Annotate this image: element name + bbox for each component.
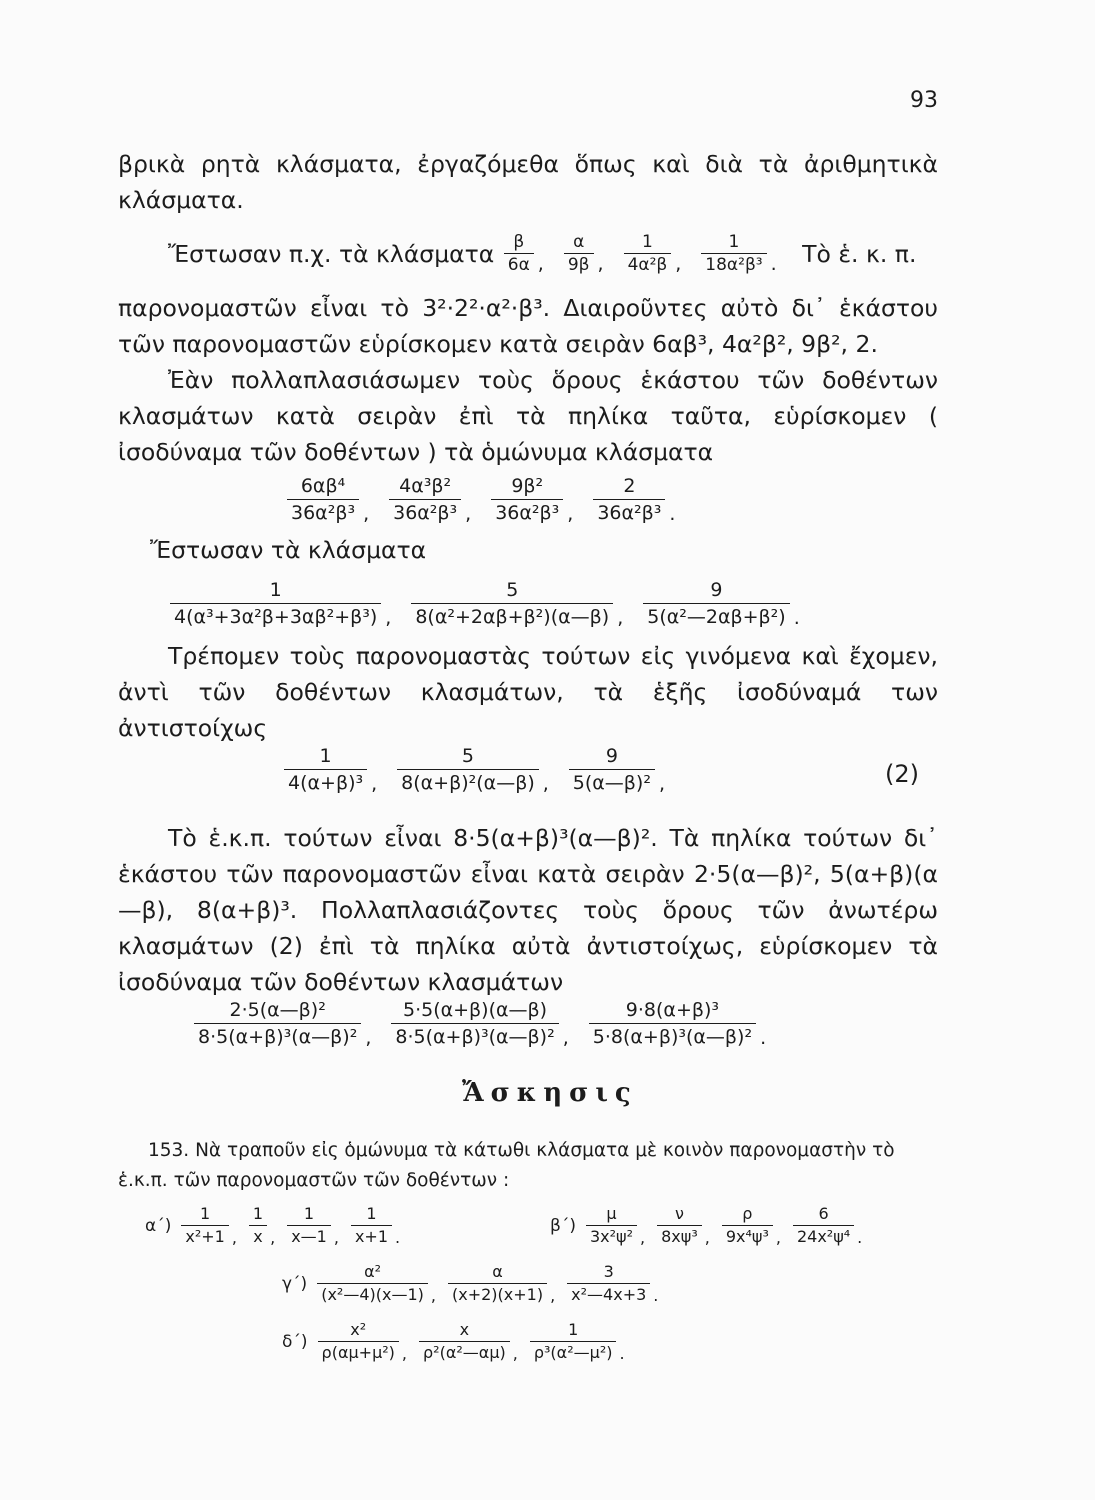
separator: , — [617, 607, 624, 629]
fraction — [249, 1204, 267, 1247]
fraction — [170, 578, 381, 629]
numerator: x — [459, 1320, 470, 1339]
numerator: x² — [350, 1320, 367, 1339]
fraction — [530, 1320, 617, 1363]
numerator: 1 — [252, 1204, 264, 1223]
example-2-fractions — [168, 578, 818, 629]
paragraph-lcm: παρονομαστῶν εἶναι τὸ 3²·2²·α²·β³. Διαιροῦντες αὐτὸ δι᾽ ἑκάστου τῶν παρονομαστῶν εὑρίσκομεν κατὰ σειρὰν 6αβ³, 4α²β², 9β², 2. — [118, 294, 938, 358]
numerator: 1 — [728, 232, 740, 252]
separator: , — [270, 1228, 276, 1247]
numerator: α — [573, 232, 585, 252]
separator: , — [640, 1228, 646, 1247]
fraction — [491, 474, 563, 525]
fraction — [389, 474, 461, 525]
denominator: 8xψ³ — [657, 1225, 702, 1247]
denominator: ρ³(α²—μ²) — [530, 1341, 617, 1363]
separator: , — [371, 773, 378, 795]
exercise-a — [145, 1204, 410, 1247]
paragraph-multiply: Ἐὰν πολλαπλασιάσωμεν τοὺς ὅρους ἑκάστου τῶν δοθέντων κλασμάτων κατὰ σειρὰν ἐπὶ τὰ πηλίκα ταῦτα, εὑρίσκομεν ( ἰσοδύναμα τῶν δοθέντων ) τὰ ὁμώνυμα κλάσματα — [118, 366, 938, 466]
separator: , — [542, 773, 549, 795]
denominator: x+1 — [351, 1225, 392, 1247]
separator: , — [562, 1027, 569, 1049]
separator: , — [704, 1228, 710, 1247]
fraction — [287, 474, 359, 525]
fraction — [318, 1320, 399, 1363]
exercise-label: δ΄) — [282, 1331, 308, 1352]
numerator: μ — [606, 1204, 617, 1223]
denominator: 36α²β³ — [593, 499, 665, 525]
separator: . — [857, 1228, 863, 1247]
denominator: 18α²β³ — [701, 253, 766, 275]
denominator: x²—4x+3 — [567, 1283, 650, 1305]
fraction — [586, 1204, 637, 1247]
separator: , — [401, 1344, 408, 1363]
exercise-label: α΄) — [145, 1215, 172, 1236]
fraction — [181, 1204, 228, 1247]
example-1-tail: Τὸ ἑ. κ. π. — [802, 239, 917, 268]
separator: . — [770, 253, 777, 275]
equation-number: (2) — [885, 760, 919, 788]
fraction — [504, 232, 534, 275]
numerator: 6 — [818, 1204, 829, 1223]
fraction — [317, 1262, 428, 1305]
numerator: 1 — [269, 579, 282, 601]
separator: , — [597, 253, 604, 275]
numerator: 9β² — [511, 475, 544, 497]
fraction — [589, 998, 756, 1049]
separator: . — [760, 1027, 767, 1049]
separator: , — [231, 1228, 237, 1247]
denominator: ρ²(α²—αμ) — [419, 1341, 510, 1363]
separator: , — [658, 773, 666, 795]
fraction — [643, 578, 789, 629]
separator: , — [363, 503, 370, 525]
numerator: 2 — [623, 475, 636, 497]
exercise-b — [550, 1204, 872, 1247]
separator: , — [333, 1228, 339, 1247]
fraction — [391, 998, 558, 1049]
denominator: x — [249, 1225, 266, 1247]
numerator: β — [513, 232, 525, 252]
exercise-statement: 153. Νὰ τραποῦν εἰς ὁμώνυμα τὰ κάτωθι κλάσματα μὲ κοινὸν παρονομαστὴν τὸ ἑ.κ.π. τῶν παρονομαστῶν τῶν δοθέντων : — [118, 1140, 895, 1191]
separator: . — [619, 1344, 625, 1363]
denominator: 8(α²+2αβ+β²)(α—β) — [411, 603, 613, 629]
numerator: α — [492, 1262, 503, 1281]
separator: , — [465, 503, 472, 525]
denominator: 4(α³+3α²β+3αβ²+β³) — [170, 603, 381, 629]
exercise-label: β΄) — [550, 1215, 576, 1236]
separator: . — [669, 503, 676, 525]
separator: . — [653, 1286, 659, 1305]
denominator: (x²—4)(x—1) — [317, 1283, 428, 1305]
denominator: 9β — [564, 253, 594, 275]
example-2-intro: Ἔστωσαν τὰ κλάσματα — [150, 536, 427, 564]
paragraph-quotients: Τὸ ἑ.κ.π. τούτων εἶναι 8·5(α+β)³(α—β)². Τὰ πηλίκα τούτων δι᾽ ἑκάστου τῶν παρονομαστῶν εἶναι κατὰ σειρὰν 2·5(α—β)², 5(α+β)(α—β), 8(α+β)³. Πολλαπλασιάζοντες τοὺς ὅρους τῶν ἀνωτέρω κλασμάτων (2) ἐπὶ τὰ πηλίκα αὐτὰ ἀντιστοίχως, εὑρίσκομεν τὰ ἰσοδύναμα τῶν δοθέντων κλασμάτων — [118, 824, 938, 996]
numerator: 6αβ⁴ — [300, 475, 346, 497]
fraction — [194, 998, 361, 1049]
exercise-heading: Ἄσκησις — [462, 1078, 638, 1108]
page-number: 93 — [910, 88, 938, 113]
fraction — [701, 232, 766, 275]
denominator: 4α²β — [624, 253, 672, 275]
fraction — [624, 232, 672, 275]
example-1-line — [168, 232, 916, 275]
fraction — [593, 474, 665, 525]
exercise-c — [282, 1262, 668, 1305]
separator: , — [675, 253, 682, 275]
denominator: 8(α+β)²(α—β) — [397, 769, 539, 795]
denominator: 3x²ψ² — [586, 1225, 637, 1247]
fraction — [657, 1204, 702, 1247]
numerator: 9 — [710, 579, 723, 601]
separator: , — [567, 503, 574, 525]
result-fractions-1 — [285, 474, 693, 525]
fraction — [564, 232, 594, 275]
separator: , — [512, 1344, 518, 1363]
numerator: ν — [674, 1204, 684, 1223]
separator: , — [365, 1027, 372, 1049]
exercise-d — [282, 1320, 635, 1363]
denominator: 36α²β³ — [491, 499, 563, 525]
denominator: 5(α²—2αβ+β²) — [643, 603, 789, 629]
exercise-label: γ΄) — [282, 1273, 308, 1294]
denominator: 5(α—β)² — [569, 769, 655, 795]
factored-fractions — [282, 744, 683, 795]
numerator: 9·8(α+β)³ — [625, 999, 720, 1021]
denominator: 8·5(α+β)³(α—β)² — [194, 1023, 361, 1049]
fraction — [284, 744, 367, 795]
denominator: (x+2)(x+1) — [448, 1283, 547, 1305]
separator: , — [430, 1286, 436, 1305]
fraction — [448, 1262, 547, 1305]
denominator: x²+1 — [181, 1225, 228, 1247]
numerator: 5 — [506, 579, 519, 601]
numerator: 2·5(α—β)² — [229, 999, 326, 1021]
fraction — [567, 1262, 650, 1305]
numerator: 1 — [568, 1320, 579, 1339]
numerator: 1 — [303, 1204, 315, 1223]
numerator: 3 — [603, 1262, 614, 1281]
denominator: 36α²β³ — [389, 499, 461, 525]
numerator: 4α³β² — [399, 475, 452, 497]
denominator: 4(α+β)³ — [284, 769, 367, 795]
example-1-intro: Ἔστωσαν π.χ. τὰ κλάσματα — [168, 239, 495, 268]
denominator: 9x⁴ψ³ — [722, 1225, 773, 1247]
fraction — [793, 1204, 854, 1247]
separator: , — [385, 607, 392, 629]
fraction — [722, 1204, 773, 1247]
numerator: 5·5(α+β)(α—β) — [402, 999, 548, 1021]
denominator: 5·8(α+β)³(α—β)² — [589, 1023, 756, 1049]
numerator: 1 — [199, 1204, 211, 1223]
numerator: 5 — [461, 745, 474, 767]
denominator: x—1 — [287, 1225, 331, 1247]
numerator: 1 — [641, 232, 653, 252]
denominator: 24x²ψ⁴ — [793, 1225, 854, 1247]
fraction — [411, 578, 613, 629]
numerator: 9 — [605, 745, 618, 767]
fraction — [397, 744, 539, 795]
separator: , — [550, 1286, 556, 1305]
example-1-fractions — [502, 232, 795, 275]
fraction — [569, 744, 655, 795]
numerator: ρ — [742, 1204, 753, 1223]
denominator: 8·5(α+β)³(α—β)² — [391, 1023, 558, 1049]
result-fractions-2 — [192, 998, 784, 1049]
denominator: 36α²β³ — [287, 499, 359, 525]
denominator: ρ(αμ+μ²) — [318, 1341, 399, 1363]
separator: . — [793, 607, 800, 629]
separator: . — [395, 1228, 401, 1247]
fraction — [287, 1204, 331, 1247]
paragraph-factor: Τρέπομεν τοὺς παρονομαστὰς τούτων εἰς γινόμενα καὶ ἔχομεν, ἀντὶ τῶν δοθέντων κλασμάτων, τὰ ἑξῆς ἰσοδύναμά των ἀντιστοίχως — [118, 642, 938, 742]
separator: , — [537, 253, 544, 275]
separator: , — [775, 1228, 781, 1247]
numerator: 1 — [366, 1204, 377, 1223]
fraction — [419, 1320, 510, 1363]
numerator: α² — [364, 1262, 382, 1281]
denominator: 6α — [504, 253, 534, 275]
numerator: 1 — [319, 745, 332, 767]
fraction — [351, 1204, 392, 1247]
paragraph-intro: βρικὰ ρητὰ κλάσματα, ἐργαζόμεθα ὅπως καὶ διὰ τὰ ἀριθμητικὰ κλάσματα. — [118, 150, 938, 214]
